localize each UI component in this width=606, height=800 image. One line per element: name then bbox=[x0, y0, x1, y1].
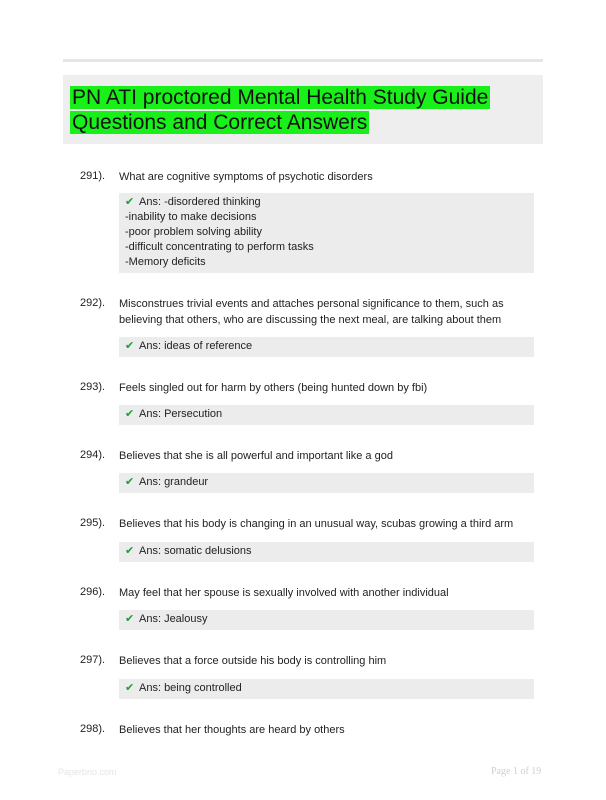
answer-text: Ans: grandeur bbox=[139, 476, 209, 488]
check-icon: ✔ bbox=[125, 613, 135, 625]
question-text: Believes that a force outside his body is controlling him bbox=[119, 655, 387, 667]
question-number: 297). bbox=[80, 654, 106, 666]
question-number: 291). bbox=[80, 170, 106, 182]
question-text: Believes that she is all powerful and important like a god bbox=[119, 450, 393, 462]
check-icon: ✔ bbox=[125, 682, 135, 694]
check-icon: ✔ bbox=[125, 340, 135, 352]
answer-box bbox=[119, 337, 534, 357]
check-icon: ✔ bbox=[125, 408, 135, 420]
answer-text: -Memory deficits bbox=[125, 256, 206, 268]
check-icon: ✔ bbox=[125, 476, 135, 488]
question-number: 292). bbox=[80, 297, 106, 309]
answer-box bbox=[119, 542, 534, 562]
page-indicator: Page 1 of 19 bbox=[491, 766, 542, 777]
answer-box bbox=[119, 473, 534, 493]
answer-box bbox=[119, 679, 534, 699]
answer-text: Ans: ideas of reference bbox=[139, 340, 253, 352]
question-text: May feel that her spouse is sexually involved with another individual bbox=[119, 587, 449, 599]
question-text: Believes that his body is changing in an unusual way, scubas growing a third arm bbox=[119, 518, 514, 530]
answer-text: -difficult concentrating to perform tasks bbox=[125, 241, 314, 253]
answer-text: Ans: being controlled bbox=[139, 682, 242, 694]
question-number: 293). bbox=[80, 381, 106, 393]
answer-text: Ans: Persecution bbox=[139, 408, 223, 420]
question-text: What are cognitive symptoms of psychotic disorders bbox=[119, 171, 373, 183]
answer-box bbox=[119, 610, 534, 630]
question-number: 296). bbox=[80, 586, 106, 598]
top-divider bbox=[63, 59, 543, 62]
check-icon: ✔ bbox=[125, 196, 135, 208]
check-icon: ✔ bbox=[125, 545, 135, 557]
answer-text: -inability to make decisions bbox=[125, 211, 257, 223]
answer-text: Ans: Jealousy bbox=[139, 613, 208, 625]
question-text: Believes that her thoughts are heard by others bbox=[119, 724, 345, 736]
page-title bbox=[70, 85, 530, 135]
question-number: 294). bbox=[80, 449, 106, 461]
question-number: 298). bbox=[80, 723, 106, 735]
answer-text: -poor problem solving ability bbox=[125, 226, 262, 238]
answer-text: Ans: somatic delusions bbox=[139, 545, 252, 557]
title-line-2: Questions and Correct Answers bbox=[72, 111, 368, 134]
answer-box bbox=[119, 405, 534, 425]
answer-box bbox=[119, 193, 534, 273]
title-line-1: PN ATI proctored Mental Health Study Guide bbox=[72, 86, 489, 109]
question-text: Misconstrues trivial events and attaches personal significance to them, such as believing that others, who are discussing the next meal, are talking about them bbox=[119, 298, 504, 326]
question-text: Feels singled out for harm by others (being hunted down by fbi) bbox=[119, 382, 428, 394]
question-number: 295). bbox=[80, 517, 106, 529]
footer-watermark: Paperbrio.com bbox=[58, 767, 117, 777]
answer-text: Ans: -disordered thinking bbox=[139, 196, 261, 208]
